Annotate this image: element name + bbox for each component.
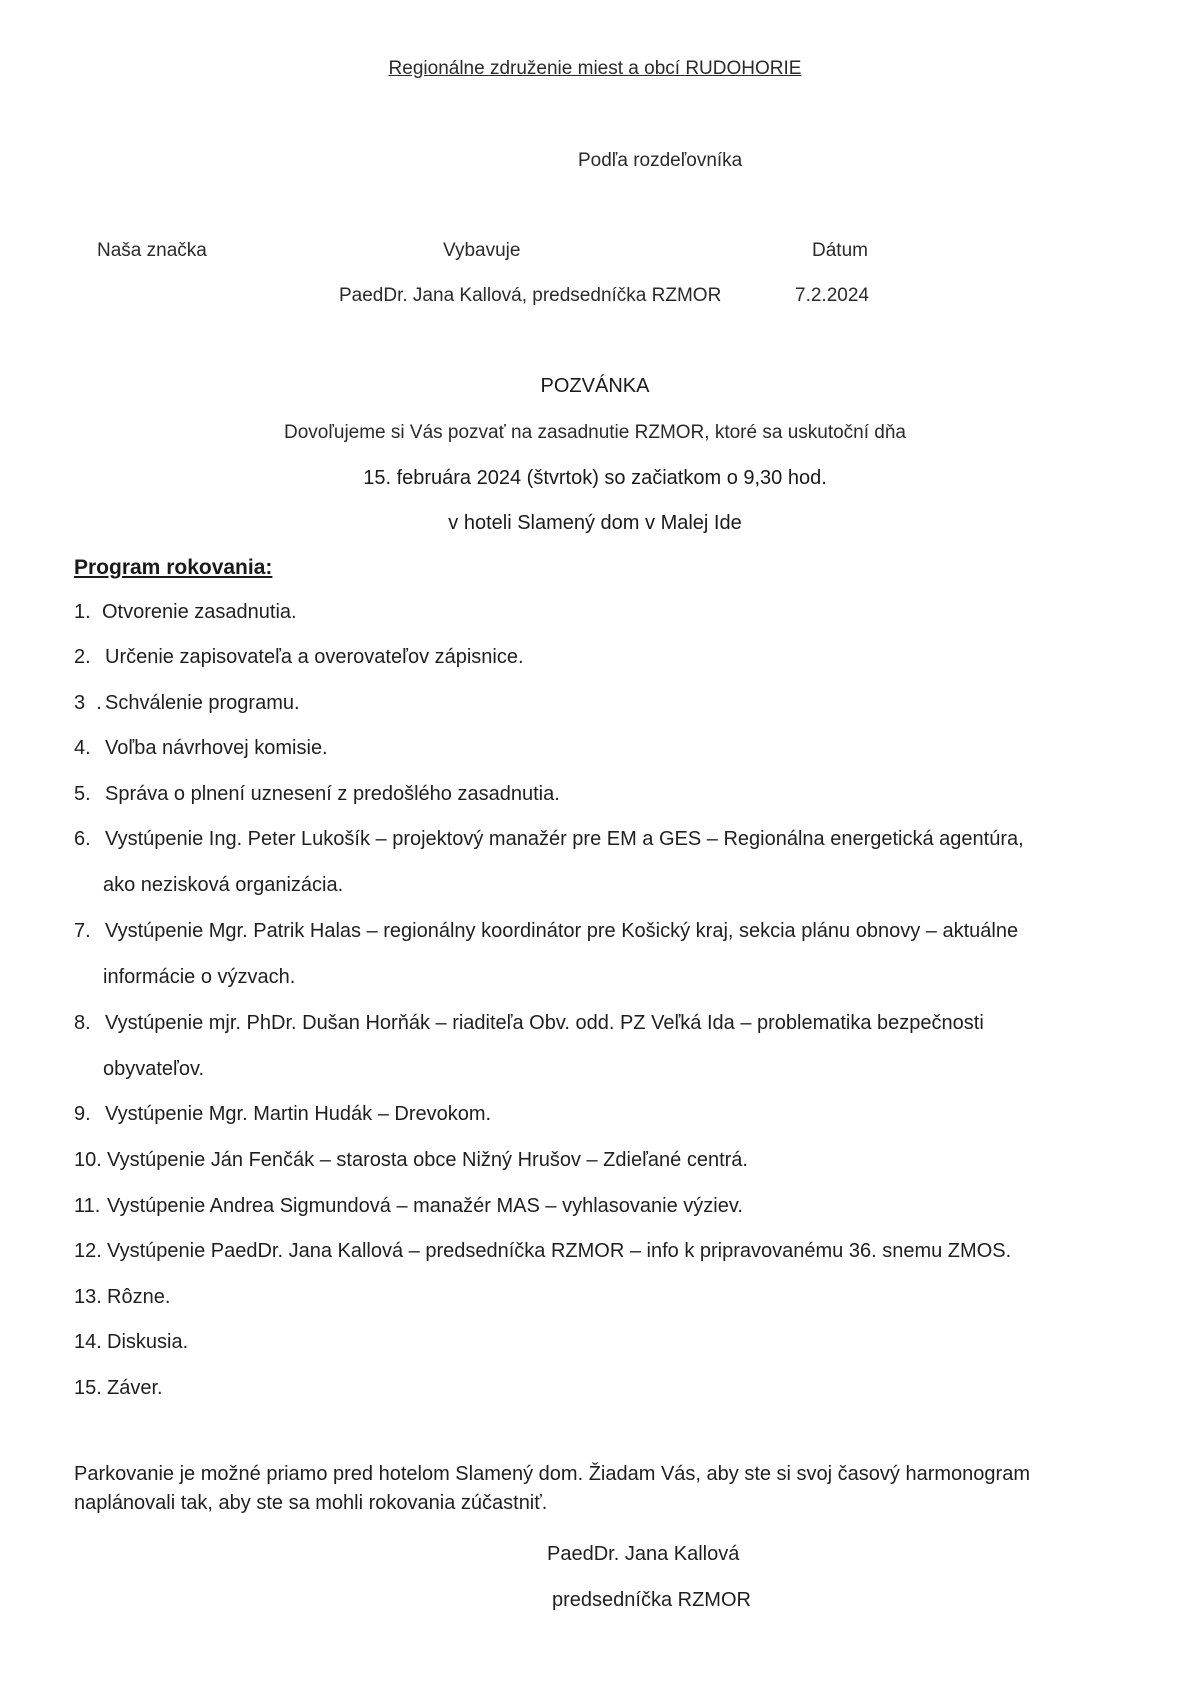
list-item: 9. Vystúpenie Mgr. Martin Hudák – Drevokom.	[74, 1103, 492, 1125]
list-item: 13. Rôzne.	[74, 1286, 171, 1308]
date-value: 7.2.2024	[795, 285, 869, 306]
signature-role: predsedníčka RZMOR	[552, 1589, 751, 1611]
reference-label: Naša značka	[97, 240, 207, 261]
list-item-continuation: ako nezisková organizácia.	[103, 874, 344, 896]
invitation-title: POZVÁNKA	[540, 375, 650, 397]
list-item: 5. Správa o plnení uznesení z predošlého zasadnutia.	[74, 783, 560, 805]
signature-name: PaedDr. Jana Kallová	[547, 1543, 740, 1565]
list-item: 1. Otvorenie zasadnutia.	[74, 601, 297, 623]
list-item-continuation: informácie o výzvach.	[103, 966, 296, 988]
organization-name: Regionálne združenie miest a obcí RUDOHORIE	[388, 58, 802, 79]
list-item: 8. Vystúpenie mjr. PhDr. Dušan Horňák – riaditeľa Obv. odd. PZ Veľká Ida – problematika bezpečnosti	[74, 1012, 984, 1034]
program-heading: Program rokovania:	[74, 556, 273, 579]
recipients-note: Podľa rozdeľovníka	[578, 150, 743, 171]
list-item: 12. Vystúpenie PaedDr. Jana Kallová – predsedníčka RZMOR – info k pripravovanému 36. snemu ZMOS.	[74, 1240, 1012, 1262]
list-item: 6. Vystúpenie Ing. Peter Lukošík – projektový manažér pre EM a GES – Regionálna energetická agentúra,	[74, 828, 1024, 850]
invitation-venue: v hoteli Slamený dom v Malej Ide	[448, 512, 742, 534]
handler-value: PaedDr. Jana Kallová, predsedníčka RZMOR	[339, 285, 722, 306]
list-item: 15. Záver.	[74, 1377, 163, 1399]
invitation-intro: Dovoľujeme si Vás pozvať na zasadnutie RZMOR, ktoré sa uskutoční dňa	[283, 422, 907, 443]
handler-label: Vybavuje	[443, 240, 521, 261]
list-item: 14. Diskusia.	[74, 1331, 189, 1353]
list-item: 10. Vystúpenie Ján Fenčák – starosta obce Nižný Hrušov – Zdieľané centrá.	[74, 1149, 748, 1171]
list-item: 4. Voľba návrhovej komisie.	[74, 737, 328, 759]
list-item: 11. Vystúpenie Andrea Sigmundová – manažér MAS – vyhlasovanie výziev.	[74, 1195, 743, 1217]
list-item: 2. Určenie zapisovateľa a overovateľov zápisnice.	[74, 646, 524, 668]
date-label: Dátum	[812, 240, 868, 261]
parking-note: Parkovanie je možné priamo pred hotelom Slamený dom. Žiadam Vás, aby ste si svoj časový harmonogram naplánovali tak, aby ste sa mohli rokovania zúčastniť.	[74, 1463, 1030, 1514]
invitation-datetime: 15. februára 2024 (štvrtok) so začiatkom o 9,30 hod.	[363, 467, 827, 489]
list-item-continuation: obyvateľov.	[103, 1058, 205, 1080]
list-item: 3 . Schválenie programu.	[74, 692, 300, 714]
list-item: 7. Vystúpenie Mgr. Patrik Halas – regionálny koordinátor pre Košický kraj, sekcia plánu obnovy – aktuálne	[74, 920, 1019, 942]
